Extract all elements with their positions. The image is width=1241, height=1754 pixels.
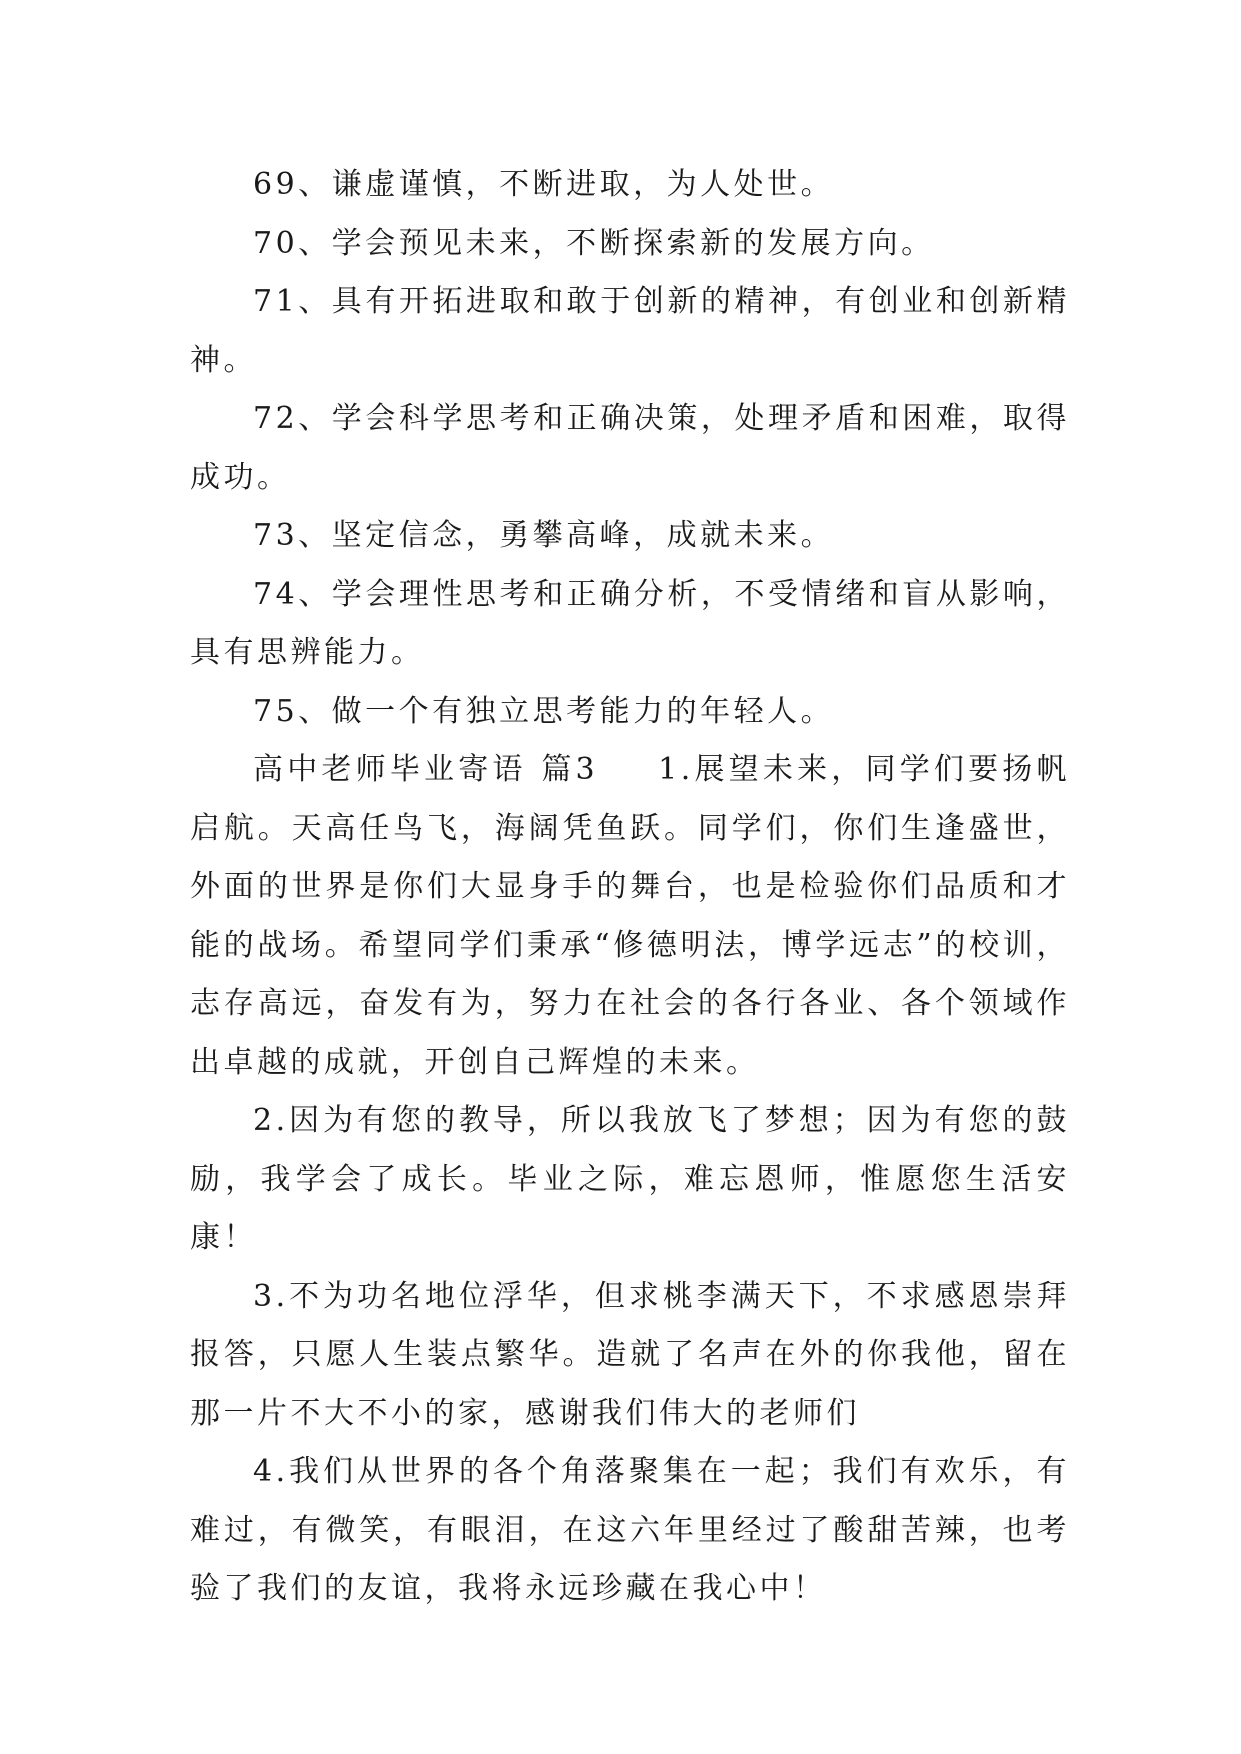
list-item: 71、具有开拓进取和敢于创新的精神，有创业和创新精神。 — [190, 284, 1070, 378]
body-paragraph: 2.因为有您的教导，所以我放飞了梦想；因为有您的鼓励，我学会了成长。毕业之际，难忘恩师，惟愿您生活安康！ — [190, 1103, 1070, 1255]
body-paragraph: 3.不为功名地位浮华，但求桃李满天下，不求感恩崇拜报答，只愿人生装点繁华。造就了名声在外的你我他，留在那一片不大不小的家，感谢我们伟大的老师们 — [190, 1278, 1070, 1431]
section-label: 篇3 — [540, 752, 599, 787]
list-item: 70、学会预见未来，不断探索新的发展方向。 — [253, 225, 935, 261]
body-paragraph: 4.我们从世界的各个角落聚集在一起；我们有欢乐，有难过，有微笑，有眼泪，在这六年里经过了酸甜苦辣，也考验了我们的友谊，我将永远珍藏在我心中！ — [190, 1454, 1070, 1606]
list-item: 69、谦虚谨慎，不断进取，为人处世。 — [253, 167, 835, 202]
list-item: 74、学会理性思考和正确分析，不受情绪和盲从影响，具有思辨能力。 — [190, 576, 1070, 670]
list-item: 72、学会科学思考和正确决策，处理矛盾和困难，取得成功。 — [190, 401, 1070, 495]
first-paragraph: 1.展望未来，同学们要扬帆启航。天高任鸟飞，海阔凭鱼跃。同学们，你们生逢盛世，外面的世界是你们大显身手的舞台，也是检验你们品质和才能的战场。希望同学们秉承“修德明法，博学远志”的校训，志存高远，奋发有为，努力在社会的各行各业、各个领域作出卓越的成就，开创自己辉煌的未来。 — [190, 752, 1071, 1080]
section-paragraph — [190, 741, 1070, 1092]
section-title: 高中老师毕业寄语 — [253, 752, 527, 787]
document-body — [190, 156, 1070, 1619]
list-item: 73、坚定信念，勇攀高峰，成就未来。 — [253, 518, 835, 553]
list-item: 75、做一个有独立思考能力的年轻人。 — [253, 693, 835, 729]
